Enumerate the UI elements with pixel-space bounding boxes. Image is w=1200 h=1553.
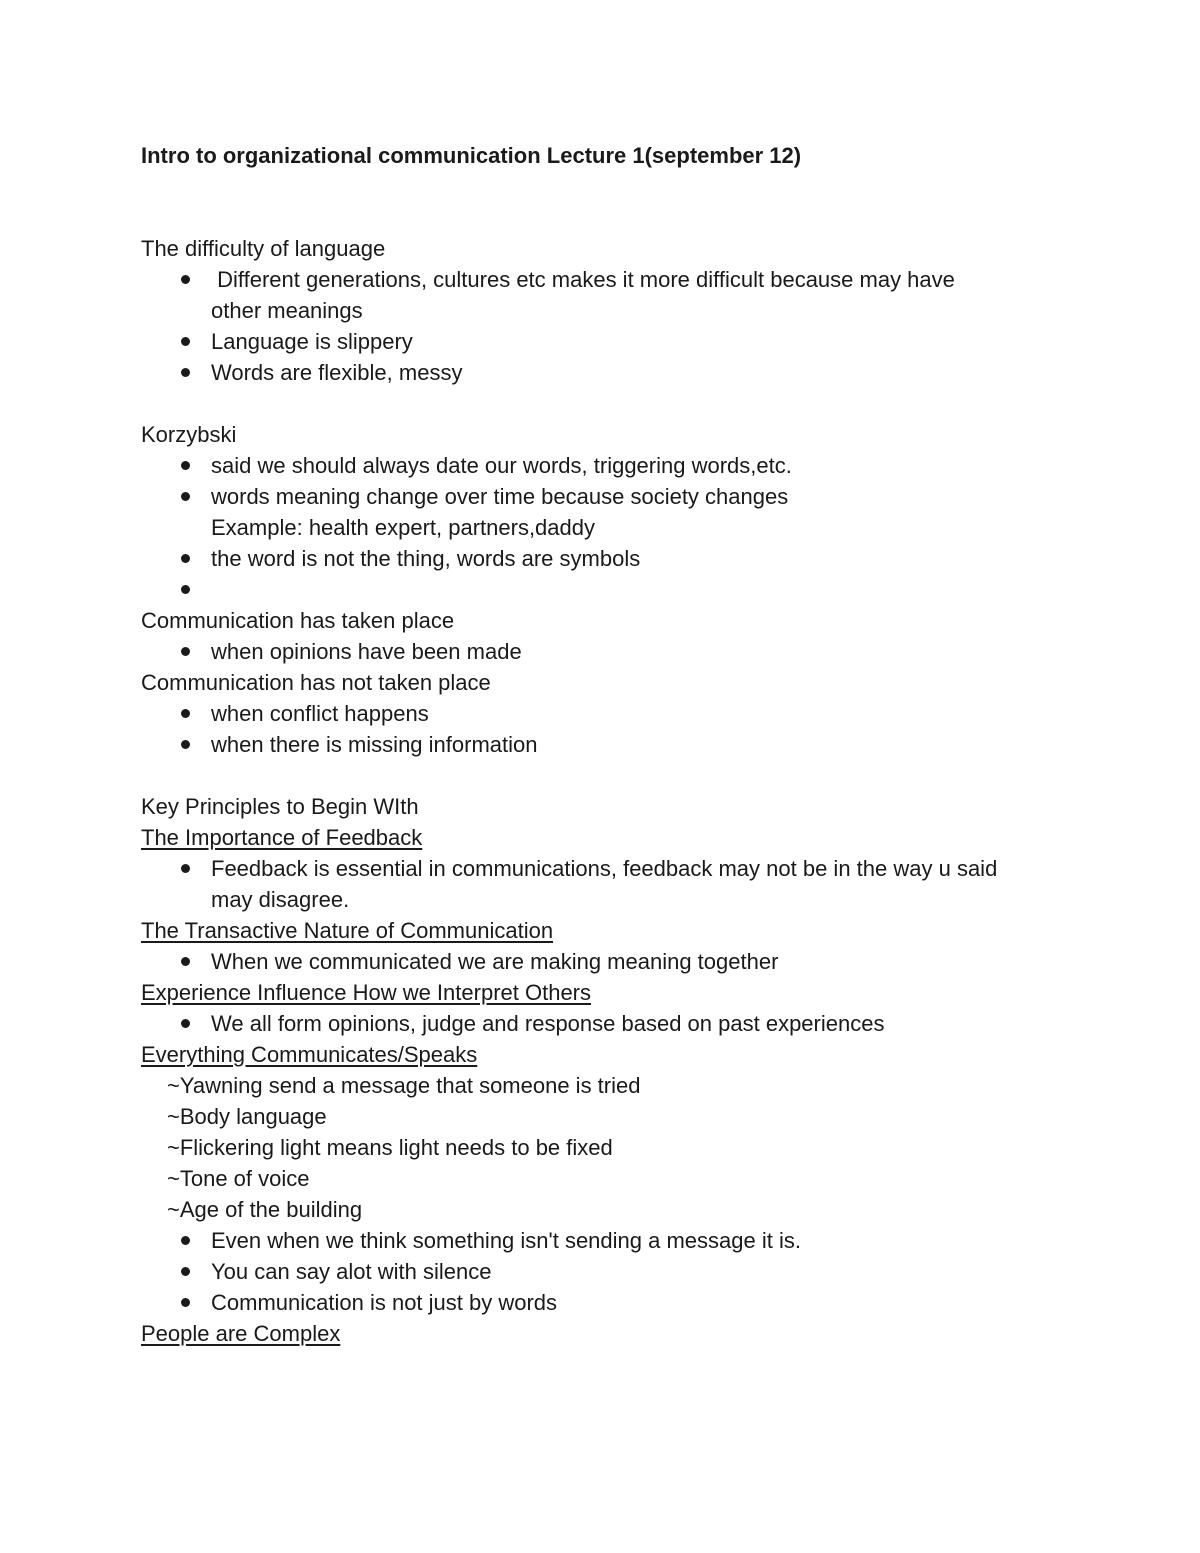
bullet-icon [181,554,190,563]
list-item: Feedback is essential in communications, feedback may not be in the way u said [141,853,1101,884]
everything-list [141,1225,1101,1318]
tilde-item: ~Age of the building [167,1197,363,1222]
bullet-icon [181,647,190,656]
korzybski-list [141,450,1101,512]
list-item-continuation: other meanings [211,298,363,323]
tilde-item: ~Body language [167,1104,327,1129]
section-heading-not-taken: Communication has not taken place [141,670,491,695]
korzybski-list-rest [141,543,1101,605]
bullet-icon [181,709,190,718]
document-title: Intro to organizational communication Lecture 1(september 12) [141,143,802,168]
list-item-continuation: Example: health expert, partners,daddy [211,515,596,540]
bullet-icon [181,740,190,749]
subheading-everything: Everything Communicates/Speaks [141,1042,478,1067]
section-heading-principles: Key Principles to Begin WIth [141,794,419,819]
list-item: Words are flexible, messy [141,357,1101,388]
tilde-item: ~Tone of voice [167,1166,310,1191]
list-item: We all form opinions, judge and response based on past experiences [141,1008,1101,1039]
list-item: Communication is not just by words [141,1287,1101,1318]
list-item-continuation: may disagree. [211,887,350,912]
bullet-icon [181,864,190,873]
bullet-icon [181,275,190,284]
feedback-list [141,853,1101,884]
subheading-feedback: The Importance of Feedback [141,825,423,850]
bullet-icon [181,461,190,470]
difficulty-list [141,264,1101,295]
list-item: when there is missing information [141,729,1101,760]
list-item: words meaning change over time because society changes [141,481,1101,512]
document-page [141,140,1101,1349]
bullet-icon [181,492,190,501]
subheading-experience: Experience Influence How we Interpret Others [141,980,592,1005]
list-item: Even when we think something isn't sending a message it is. [141,1225,1101,1256]
bullet-icon [181,368,190,377]
bullet-icon [181,957,190,966]
section-heading-korzybski: Korzybski [141,422,237,447]
list-item: You can say alot with silence [141,1256,1101,1287]
experience-list [141,1008,1101,1039]
subheading-complex: People are Complex [141,1321,341,1346]
list-item: when opinions have been made [141,636,1101,667]
list-item: the word is not the thing, words are symbols [141,543,1101,574]
list-item: when conflict happens [141,698,1101,729]
bullet-icon [181,1298,190,1307]
bullet-icon [181,585,190,594]
list-item: When we communicated we are making meaning together [141,946,1101,977]
tilde-item: ~Yawning send a message that someone is tried [167,1073,641,1098]
difficulty-list-rest [141,326,1101,388]
spacer [141,171,1101,233]
bullet-icon [181,337,190,346]
section-heading-taken: Communication has taken place [141,608,455,633]
bullet-icon [181,1236,190,1245]
section-heading-difficulty: The difficulty of language [141,236,386,261]
list-item-empty [141,574,1101,605]
not-taken-list [141,698,1101,760]
spacer [141,760,1101,791]
list-item: said we should always date our words, triggering words,etc. [141,450,1101,481]
bullet-icon [181,1267,190,1276]
spacer [141,388,1101,419]
bullet-icon [181,1019,190,1028]
transactive-list [141,946,1101,977]
list-item: Different generations, cultures etc makes it more difficult because may have [141,264,1101,295]
list-item: Language is slippery [141,326,1101,357]
taken-list [141,636,1101,667]
subheading-transactive: The Transactive Nature of Communication [141,918,554,943]
tilde-item: ~Flickering light means light needs to be fixed [167,1135,613,1160]
